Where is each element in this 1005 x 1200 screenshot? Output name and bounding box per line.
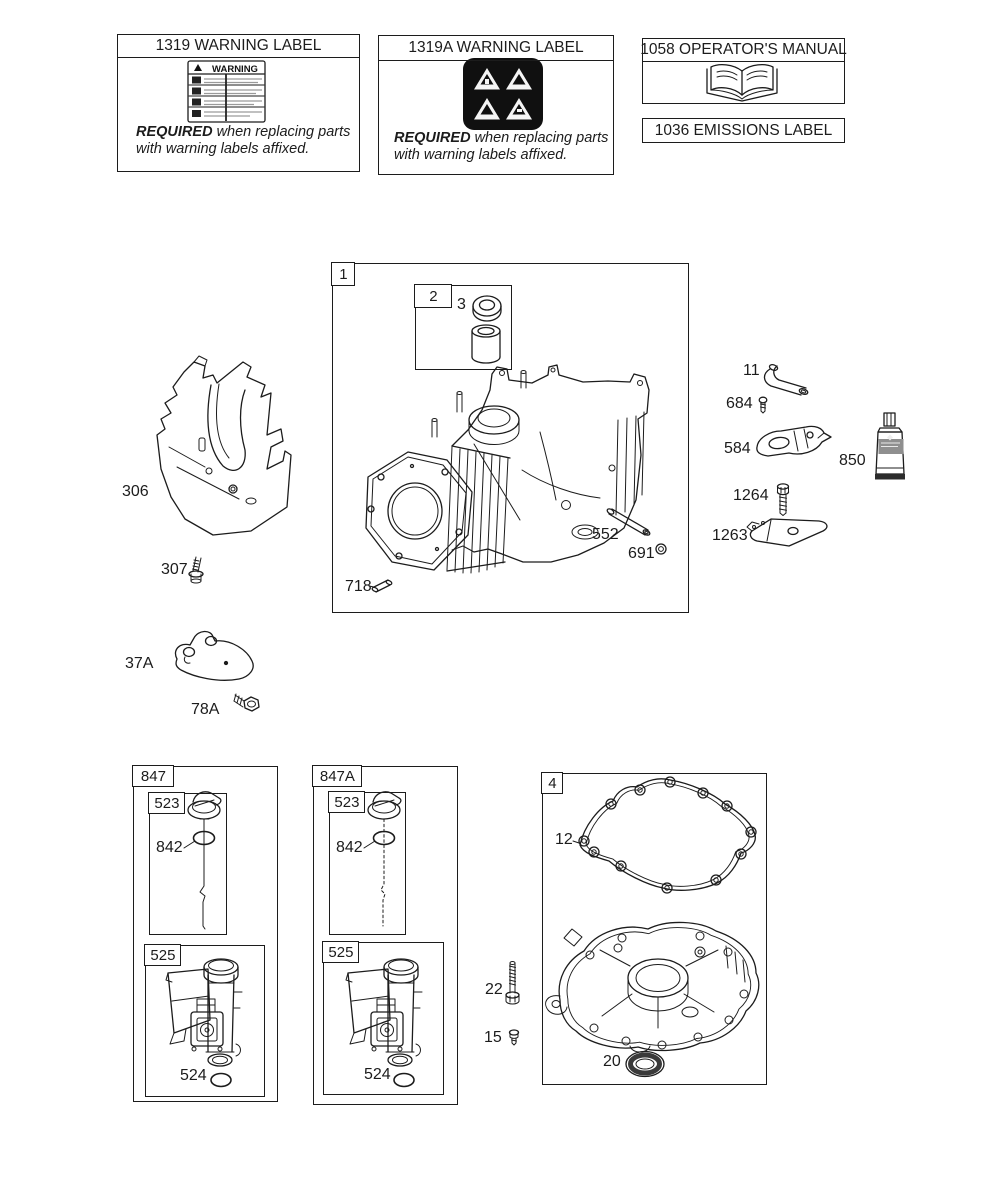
group-2-label: 2 — [414, 284, 452, 308]
group-523-box-847a — [329, 792, 406, 935]
part-22-bolt-drawing — [506, 962, 519, 1005]
required-rest: when replacing parts — [212, 124, 351, 140]
callout-524-847: 524 — [180, 1067, 207, 1084]
group-4-box — [542, 773, 767, 1085]
warning-label-1319a-title: 1319A WARNING LABEL — [379, 36, 613, 61]
group-4-label: 4 — [541, 772, 563, 794]
part-306-cylinder-shield-drawing — [157, 356, 291, 535]
group-847a-label: 847A — [312, 765, 362, 787]
callout-15: 15 — [484, 1029, 502, 1046]
callout-11: 11 — [743, 362, 760, 379]
callout-718: 718 — [345, 578, 372, 595]
callout-842-847: 842 — [156, 839, 183, 856]
callout-37a: 37A — [125, 655, 154, 672]
operators-manual-1058-box — [642, 38, 845, 104]
warning-label-1319-box — [117, 34, 360, 172]
group-525-label: 525 — [144, 944, 181, 966]
part-1264-screw-drawing — [778, 484, 789, 516]
group-523-label: 523 — [328, 791, 365, 813]
callout-306: 306 — [122, 483, 149, 500]
part-15-screw-drawing — [510, 1030, 519, 1045]
required-note-line1 — [136, 124, 350, 141]
part-78a-bolt-drawing — [234, 694, 259, 711]
callout-3: 3 — [457, 296, 466, 313]
callout-307: 307 — [161, 561, 188, 578]
warning-label-1319a-box — [378, 35, 614, 175]
part-584-breather-drawing — [757, 426, 831, 456]
callout-684: 684 — [726, 395, 753, 412]
emissions-label-1036-title: 1036 EMISSIONS LABEL — [654, 121, 833, 139]
group-523-box-847 — [149, 793, 227, 935]
part-850-sealant-tube-drawing — [875, 413, 905, 480]
group-847-label: 847 — [132, 765, 174, 787]
part-37a-bracket-drawing — [175, 631, 253, 680]
operators-manual-1058-title: 1058 OPERATOR'S MANUAL — [643, 39, 844, 62]
warning-1319-required-note — [136, 124, 350, 157]
required-word: REQUIRED — [136, 124, 213, 140]
callout-552: 552 — [592, 526, 619, 543]
callout-22: 22 — [485, 981, 503, 998]
part-307-screw-drawing — [189, 557, 203, 583]
required-note-line2: with warning labels affixed. — [394, 146, 568, 163]
callout-1264: 1264 — [733, 487, 769, 504]
warning-1319a-required-note — [394, 130, 608, 163]
part-684-screw-drawing — [759, 397, 767, 413]
required-rest: when replacing parts — [470, 130, 609, 146]
group-525-label: 525 — [322, 941, 359, 963]
warning-heading-text: WARNING — [212, 64, 258, 75]
warning-label-1319-title: 1319 WARNING LABEL — [118, 35, 359, 58]
callout-691: 691 — [628, 545, 655, 562]
emissions-label-1036-box — [642, 118, 845, 143]
part-1263-guard-plate-drawing — [747, 519, 827, 546]
callout-524-847a: 524 — [364, 1066, 391, 1083]
callout-850: 850 — [839, 452, 866, 469]
callout-12: 12 — [555, 831, 573, 848]
callout-78a: 78A — [191, 701, 220, 718]
callout-1263: 1263 — [712, 527, 748, 544]
required-note-line2: with warning labels affixed. — [136, 140, 310, 157]
callout-842-847a: 842 — [336, 839, 363, 856]
group-1-label: 1 — [331, 262, 355, 286]
group-523-label: 523 — [148, 792, 185, 814]
required-note-line1 — [394, 130, 608, 147]
callout-584: 584 — [724, 440, 751, 457]
callout-20: 20 — [603, 1053, 621, 1070]
required-word: REQUIRED — [394, 130, 471, 146]
part-11-breather-tube-drawing — [764, 364, 808, 396]
